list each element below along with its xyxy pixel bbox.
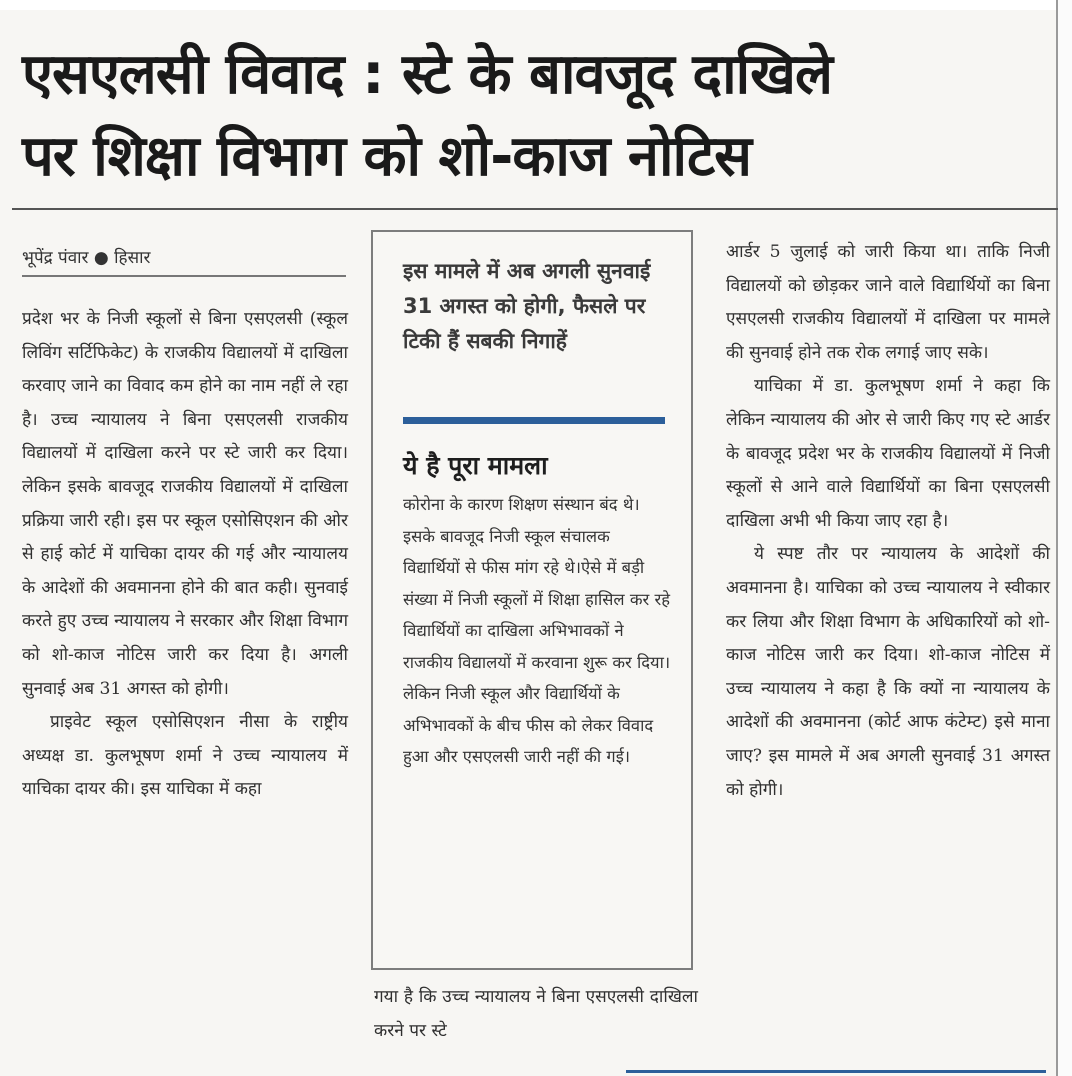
sidebar-heading: ये है पूरा मामला xyxy=(403,451,548,480)
headline-line-1: एसएलसी विवाद : स्टे के बावजूद दाखिले xyxy=(22,42,832,107)
bottom-accent-rule xyxy=(626,1070,1046,1073)
headline-line-2: पर शिक्षा विभाग को शो-काज नोटिस xyxy=(22,124,752,189)
headline xyxy=(22,34,1052,198)
article-column-left xyxy=(22,303,348,807)
page-top-strip xyxy=(0,0,1058,10)
sidebar-box xyxy=(371,230,693,970)
article-column-right xyxy=(726,236,1050,807)
article-paragraph: गया है कि उच्च न्यायालय ने बिना एसएलसी दाखिला करने पर स्टे xyxy=(374,987,698,1041)
pull-quote-divider xyxy=(403,417,665,424)
article-paragraph: आर्डर 5 जुलाई को जारी किया था। ताकि निजी विद्यालयों को छोड़कर जाने वाले विद्यार्थियों का बिना एसएलसी राजकीय विद्यालयों में दाखिला पर मामले की सुनवाई होने तक रोक लगाई जाए सके। xyxy=(726,242,1050,363)
sidebar-body: कोरोना के कारण शिक्षण संस्थान बंद थे। इसके बावजूद निजी स्कूल संचालक विद्यार्थियों से फीस मांग रहे थे।ऐसे में बड़ी संख्या में निजी स्कूलों में शिक्षा हासिल कर रहे विद्यार्थियों का दाखिला अभिभावकों ने राजकीय विद्यालयों में करवाना शुरू कर दिया। लेकिन निजी स्कूल और विद्यार्थियों के अभिभावकों के बीच फीस को लेकर विवाद हुआ और एसएलसी जारी नहीं की गई। xyxy=(403,495,671,766)
page-edge xyxy=(1056,0,1072,1076)
pull-quote: इस मामले में अब अगली सुनवाई 31 अगस्त को होगी, फैसले पर टिकी हैं सबकी निगाहें xyxy=(403,259,651,353)
article-paragraph: प्राइवेट स्कूल एसोसिएशन नीसा के राष्ट्रीय अध्यक्ष डा. कुलभूषण शर्मा ने उच्च न्यायालय में याचिका दायर की। इस याचिका में कहा xyxy=(22,712,348,800)
byline: भूपेंद्र पंवार ● हिसार xyxy=(22,248,151,268)
article-paragraph: याचिका में डा. कुलभूषण शर्मा ने कहा कि लेकिन न्यायालय की ओर से जारी किए गए स्टे आर्डर के बावजूद प्रदेश भर के राजकीय विद्यालयों में निजी स्कूलों से आने वाले विद्यार्थियों का बिना एसएलसी दाखिला अभी भी किया जाए रहा है। xyxy=(726,376,1050,531)
article-paragraph: प्रदेश भर के निजी स्कूलों से बिना एसएलसी (स्कूल लिविंग सर्टिफिकेट) के राजकीय विद्यालयों में दाखिला करवाए जाने का विवाद कम होने का नाम नहीं ले रहा है। उच्च न्यायालय ने बिना एसएलसी राजकीय विद्यालयों में दाखिला करने पर स्टे जारी कर दिया। लेकिन इसके बावजूद राजकीय विद्यालयों में दाखिला प्रक्रिया जारी रही। इस पर स्कूल एसोसिएशन की ओर से हाई कोर्ट में याचिका दायर की गई और न्यायालय के आदेशों की अवमानना होने की बात कही। सुनवाई करते हुए उच्च न्यायालय ने सरकार और शिक्षा विभाग को शो-काज नोटिस जारी कर दिया है। अगली सुनवाई अब 31 अगस्त को होगी। xyxy=(22,309,348,699)
article-paragraph: ये स्पष्ट तौर पर न्यायालय के आदेशों की अवमानना है। याचिका को उच्च न्यायालय ने स्वीकार कर लिया और शिक्षा विभाग के अधिकारियों को शो-काज नोटिस जारी कर दिया। शो-काज नोटिस में उच्च न्यायालय ने कहा है कि क्यों ना न्यायालय के आदेशों की अवमानना (कोर्ट आफ कंटेम्ट) इसे माना जाए? इस मामले में अब अगली सुनवाई 31 अगस्त को होगी। xyxy=(726,544,1050,800)
headline-divider xyxy=(12,208,1058,210)
byline-divider xyxy=(22,275,346,277)
article-column-middle xyxy=(374,981,698,1048)
